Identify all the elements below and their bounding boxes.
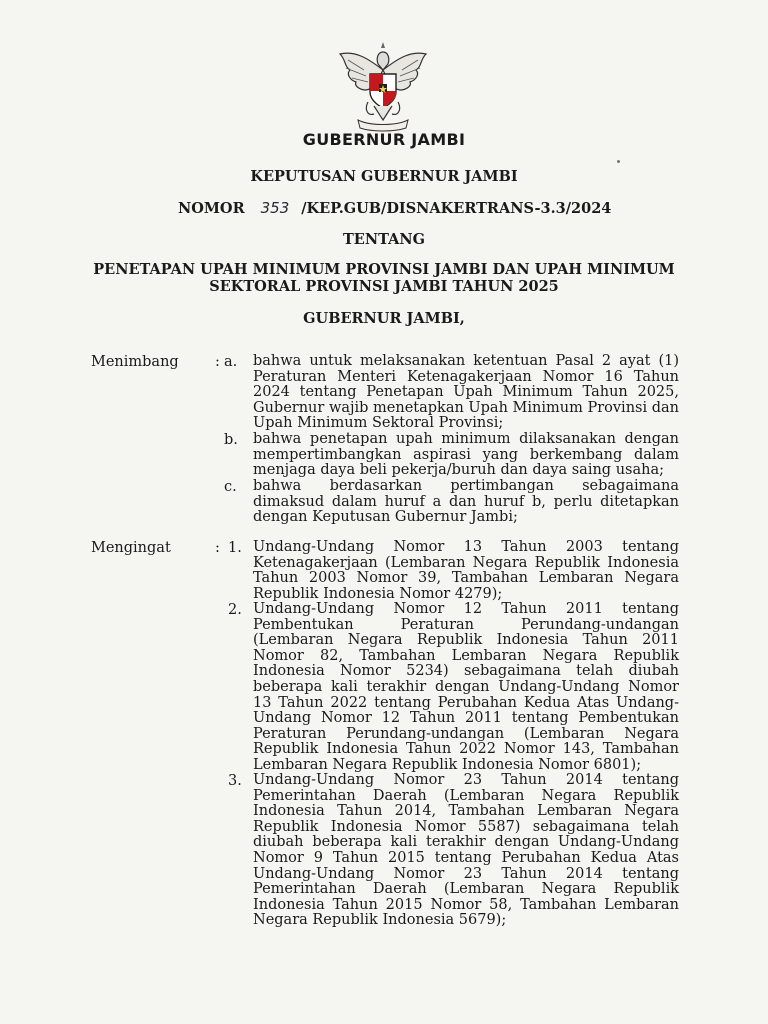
mengingat-item-3-mark: 3. [228,773,242,789]
mengingat-item-3: Undang-Undang Nomor 23 Tahun 2014 tentang Pemerintahan Daerah (Lembaran Negara Republik Indonesia Tahun 2014, Tambahan Lembaran Negara Republik Indonesia Nomor 5587) sebagaimana telah diubah beberapa kali terakhir dengan Undang-Undang Nomor 9 Tahun 2015 tentang Perubahan Kedua Atas Undang-Undang Nomor 23 Tahun 2014 tentang Pemerintahan Daerah (Lembaran Negara Republik Indonesia Tahun 2015 Nomor 58, Tambahan Lembaran Negara Republik Indonesia 5679); [253,772,679,929]
menimbang-item-b: bahwa penetapan upah minimum dilaksanakan dengan mempertimbangkan aspirasi yang berkembang dalam menjaga daya beli pekerja/buruh dan daya saing usaha; [253,431,679,479]
mengingat-item-2: Undang-Undang Nomor 12 Tahun 2011 tentang Pembentukan Peraturan Perundang-undangan (Lembaran Negara Republik Indonesia Tahun 2011 Nomor 82, Tambahan Lembaran Negara Republik Indonesia Nomor 5234) sebagaimana telah diubah beberapa kali terakhir dengan Undang-Undang Nomor 13 Tahun 2022 tentang Perubahan Kedua Atas Undang-Undang Nomor 12 Tahun 2011 tentang Pembentukan Peraturan Perundang-undangan (Lembaran Negara Republik Indonesia Tahun 2022 Nomor 143, Tambahan Lembaran Negara Republik Indonesia Nomor 6801); [253,601,679,773]
institution-heading: GUBERNUR JAMBI [302,130,466,149]
mengingat-item-1-mark: 1. [228,540,242,556]
about-heading: TENTANG [343,231,425,248]
garuda-emblem-icon [334,40,432,132]
menimbang-item-a-mark: a. [224,354,238,370]
number-suffix: /KEP.GUB/DISNAKERTRANS-3.3/2024 [301,200,612,217]
mengingat-item-1: Undang-Undang Nomor 13 Tahun 2003 tentang Ketenagakerjaan (Lembaran Negara Republik Indonesia Tahun 2003 Nomor 39, Tambahan Lembaran Negara Republik Indonesia Nomor 4279); [253,539,679,602]
handwritten-number: 353 [260,199,290,217]
issuer-heading: GUBERNUR JAMBI, [303,310,465,327]
decree-title: KEPUTUSAN GUBERNUR JAMBI [250,168,518,185]
menimbang-item-a: bahwa untuk melaksanakan ketentuan Pasal 2 ayat (1) Peraturan Menteri Ketenagakerjaan Nomor 16 Tahun 2024 tentang Penetapan Upah Minimum Tahun 2025, Gubernur wajib menetapkan Upah Minimum Provinsi dan Upah Minimum Sektoral Provinsi; [253,353,679,432]
menimbang-label: Menimbang [91,354,179,370]
menimbang-colon: : [215,354,220,370]
menimbang-item-b-mark: b. [224,432,238,448]
subject-line-1: PENETAPAN UPAH MINIMUM PROVINSI JAMBI DAN UPAH MINIMUM [93,261,675,278]
subject-line-2: SEKTORAL PROVINSI JAMBI TAHUN 2025 [209,278,559,295]
mengingat-colon: : [215,540,220,556]
menimbang-item-c-mark: c. [224,479,237,495]
scan-speck [617,160,620,163]
mengingat-item-2-mark: 2. [228,602,242,618]
number-prefix: NOMOR [178,200,245,217]
menimbang-item-c: bahwa berdasarkan pertimbangan sebagaimana dimaksud dalam huruf a dan huruf b, perlu ditetapkan dengan Keputusan Gubernur Jambi; [253,478,679,526]
decree-number [178,199,611,217]
mengingat-label: Mengingat [91,540,171,556]
